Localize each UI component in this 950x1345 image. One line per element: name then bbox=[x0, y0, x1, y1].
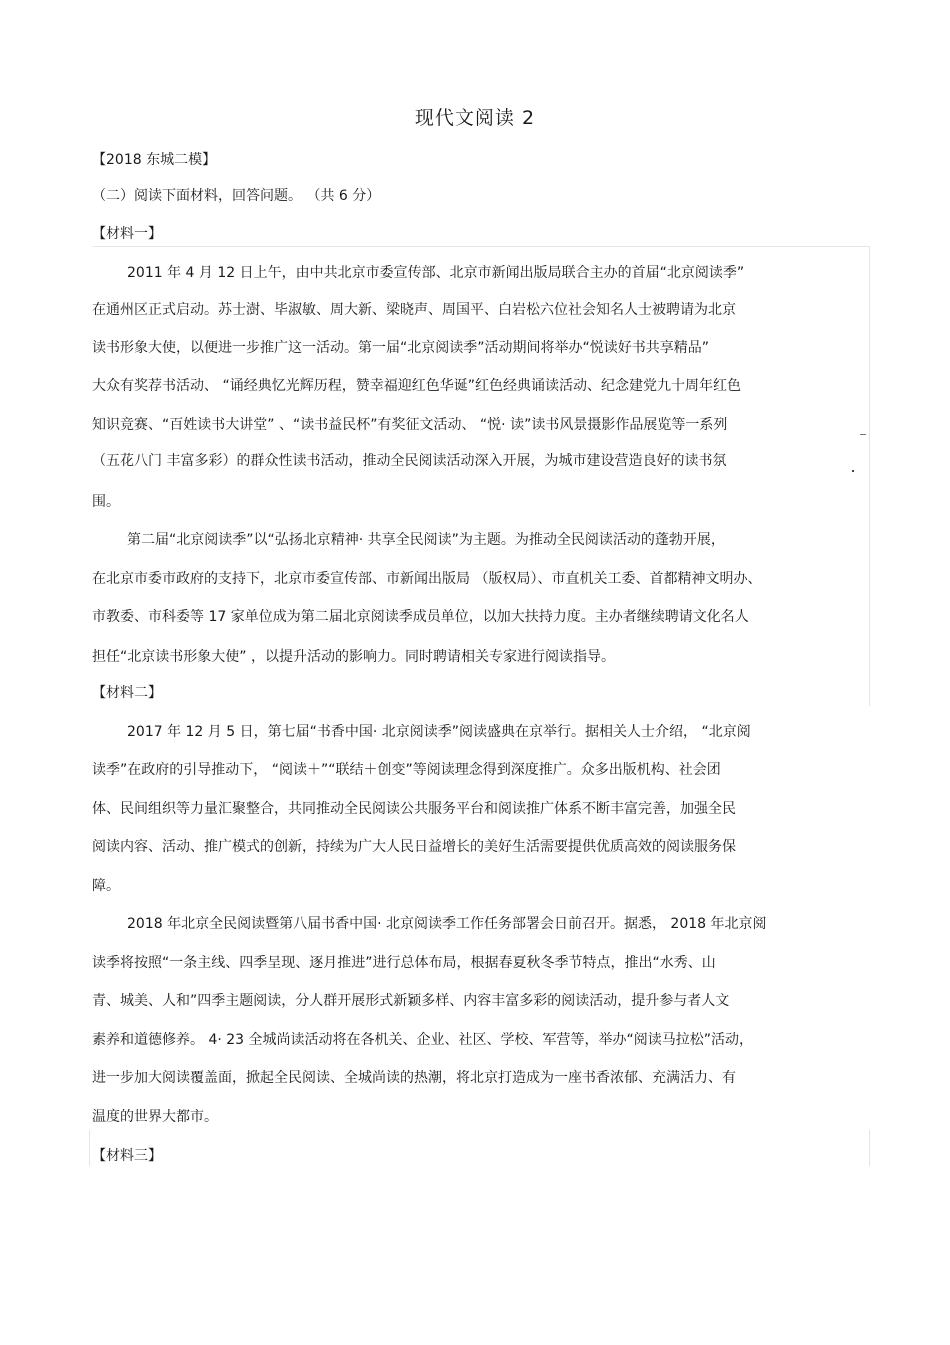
material-2-line: 温度的世界大都市。 bbox=[92, 1109, 218, 1125]
material-3-right-rule bbox=[869, 1130, 870, 1166]
material-1-heading: 【材料一】 bbox=[92, 226, 162, 242]
material-2-line: 体、民间组织等力量汇聚整合，共同推动全民阅读公共服务平台和阅读推广体系不断丰富完善，加强全民 bbox=[92, 801, 736, 817]
material-2-line: 读季”在政府的引导推动下， “阅读＋”“联结＋创变”等阅读理念得到深度推广。众多出版机构、社会团 bbox=[92, 762, 721, 778]
material-2-line: 障。 bbox=[92, 878, 120, 894]
source-tag: 【2018 东城二模】 bbox=[92, 152, 217, 168]
material-1-line: 围。 bbox=[92, 494, 120, 510]
material-2-line: 阅读内容、活动、推广模式的创新，持续为广大人民日益增长的美好生活需要提供优质高效的阅读服务保 bbox=[92, 839, 736, 855]
material-1-line: 担任“北京读书形象大使” ，以提升活动的影响力。同时聘请相关专家进行阅读指导。 bbox=[92, 649, 615, 665]
material-1-line: （五花八门 丰富多彩）的群众性读书活动，推动全民阅读活动深入开展，为城市建设营造良好的读书氛 bbox=[92, 453, 727, 469]
material-1-line: 读书形象大使，以便进一步推广这一活动。第一届“北京阅读季”活动期间将举办“悦读好书共享精品” bbox=[92, 340, 710, 356]
section-instruction: （二）阅读下面材料，回答问题。 （共 6 分） bbox=[92, 188, 381, 204]
material-1-line: 2011 年 4 月 12 日上午，由中共北京市委宣传部、北京市新闻出版局联合主办的首届“北京阅读季” bbox=[127, 265, 745, 281]
material-1-line: 大众有奖荐书活动、 “诵经典忆光辉历程，赞幸福迎红色华诞”红色经典诵读活动、纪念建党九十周年红色 bbox=[92, 378, 741, 394]
material-3-left-rule bbox=[89, 1130, 90, 1166]
material-2-line: 进一步加大阅读覆盖面，掀起全民阅读、全城尚读的热潮，将北京打造成为一座书香浓郁、充满活力、有 bbox=[92, 1070, 736, 1086]
material-2-line: 读季将按照“一条主线、四季呈现、逐月推进”进行总体布局，根据春夏秋冬季节特点，推出“水秀、山 bbox=[92, 955, 716, 971]
margin-dot-mark bbox=[852, 470, 854, 472]
material-1-line: 在北京市委市政府的支持下，北京市委宣传部、市新闻出版局 （版权局）、市直机关工委、首都精神文明办、 bbox=[92, 571, 762, 587]
material-1-line: 第二届“北京阅读季”以“弘扬北京精神· 共享全民阅读”为主题。为推动全民阅读活动的蓬勃开展， bbox=[127, 532, 725, 548]
material-2-line: 素养和道德修养。 4· 23 全城尚读活动将在各机关、企业、社区、学校、军营等，举办“阅读马拉松”活动， bbox=[92, 1032, 754, 1048]
material-2-line: 2017 年 12 月 5 日，第七届“书香中国· 北京阅读季”阅读盛典在京举行。据相关人士介绍， “北京阅 bbox=[127, 724, 751, 740]
material-1-line: 市教委、市科委等 17 家单位成为第二届北京阅读季成员单位，以加大扶持力度。主办者继续聘请文化名人 bbox=[92, 609, 749, 625]
material-1-line: 知识竞赛、“百姓读书大讲堂” 、“读书益民杯”有奖征文活动、 “悦· 读”读书风景摄影作品展览等一系列 bbox=[92, 417, 728, 433]
material-1-right-rule bbox=[869, 246, 870, 706]
material-2-heading: 【材料二】 bbox=[92, 685, 162, 701]
material-1-top-rule bbox=[92, 246, 870, 247]
margin-dash-mark bbox=[860, 434, 866, 435]
page-title: 现代文阅读 2 bbox=[414, 107, 536, 129]
material-1-line: 在通州区正式启动。苏士澍、毕淑敏、周大新、梁晓声、周国平、白岩松六位社会知名人士被聘请为北京 bbox=[92, 302, 736, 318]
material-2-line: 青、城美、人和”四季主题阅读，分人群开展形式新颖多样、内容丰富多彩的阅读活动，提升参与者人文 bbox=[92, 993, 730, 1009]
material-3-heading: 【材料三】 bbox=[92, 1148, 162, 1164]
material-2-line: 2018 年北京全民阅读暨第八届书香中国· 北京阅读季工作任务部署会日前召开。据悉， 2018 年北京阅 bbox=[127, 916, 767, 932]
